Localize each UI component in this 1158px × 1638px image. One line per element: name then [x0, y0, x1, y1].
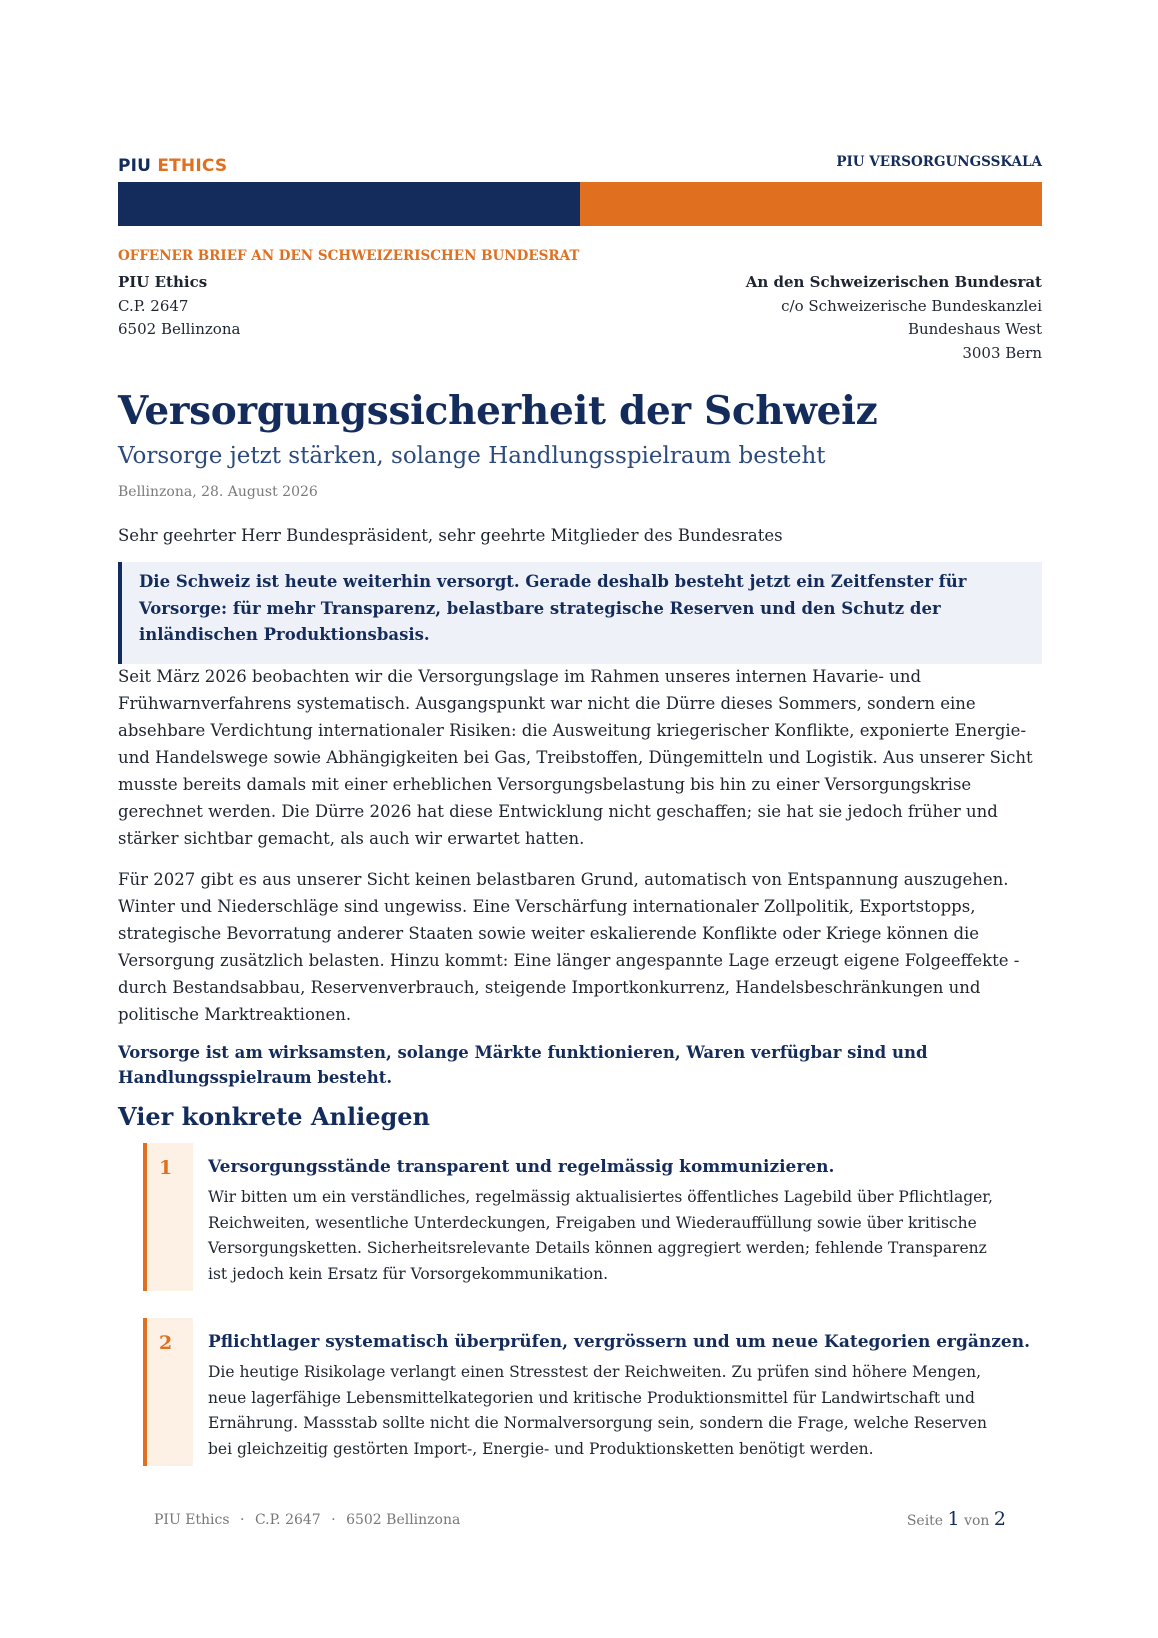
footer-separator: ·: [240, 1512, 245, 1528]
recipient-line: c/o Schweizerische Bundeskanzlei: [781, 296, 1042, 315]
page-current: 1: [947, 1508, 960, 1530]
request-item-2: [143, 1318, 1031, 1466]
sender-line: C.P. 2647: [118, 296, 189, 315]
emphasis-statement: Vorsorge ist am wirksamsten, solange Märkte funktionieren, Waren verfügbar sind und Handlungsspielraum besteht.: [118, 1043, 928, 1087]
letter-kicker: OFFENER BRIEF AN DEN SCHWEIZERISCHEN BUNDESRAT: [118, 248, 580, 264]
item-heading: Pflichtlager systematisch überprüfen, vergrössern und um neue Kategorien ergänzen.: [208, 1332, 1031, 1352]
footer-city: 6502 Bellinzona: [346, 1512, 461, 1528]
band-orange: [580, 182, 1042, 226]
header-color-band: [118, 182, 1042, 226]
item-number: 1: [159, 1157, 173, 1179]
page-title: Versorgungssicherheit der Schweiz: [118, 388, 878, 434]
page-of: von: [964, 1513, 990, 1529]
page-header: [118, 152, 1042, 176]
body-paragraph-1: Seit März 2026 beobachten wir die Versorgungslage im Rahmen unseres internen Havarie- und Frühwarnverfahrens systematisch. Ausgangspunkt war nicht die Dürre dieses Sommers, sondern eine absehbare Verdichtung internationaler Risiken: die Ausweitung kriegerischer Konflikte, exponierte Energie- und Handelswege sowie Abhängigkeiten bei Gas, Treibstoffen, Düngemitteln und Logistik. Aus unserer Sicht musste bereits damals mit einer erheblichen Versorgungsbelastung bis hin zu einer Versorgungskrise gerechnet werden. Die Dürre 2026 hat diese Entwicklung nicht geschaffen; sie hat sie jedoch früher und stärker sichtbar gemacht, als auch wir erwartet hatten.: [118, 667, 1033, 848]
footer-separator: ·: [331, 1512, 336, 1528]
brand-part-ethics: ETHICS: [157, 156, 228, 176]
page-total: 2: [993, 1508, 1006, 1530]
item-body: Wir bitten um ein verständliches, regelmässig aktualisiertes öffentliches Lagebild über Pflichtlager, Reichweiten, wesentliche Unterdeckungen, Freigaben und Wiederauffüllung sowie über kritische Versorgungsketten. Sicherheitsrelevante Details können aggregiert werden; fehlende Transparenz ist jedoch kein Ersatz für Vorsorgekommunikation.: [208, 1188, 993, 1283]
sender-address: [118, 271, 240, 342]
brand-logo: [118, 156, 227, 176]
footer-org: PIU Ethics: [154, 1512, 230, 1528]
page-word: Seite: [906, 1513, 944, 1529]
scale-label: PIU VERSORGUNGSSKALA: [836, 154, 1042, 170]
body-paragraph-2: Für 2027 gibt es aus unserer Sicht keinen belastbaren Grund, automatisch von Entspannung auszugehen. Winter und Niederschläge sind ungewiss. Eine Verschärfung internationaler Zollpolitik, Exportstopps, strategische Bevorratung anderer Staaten sowie weiter eskalierende Konflikte oder Kriege können die Versorgung zusätzlich belasten. Hinzu kommt: Eine länger angespannte Lage erzeugt eigene Folgeeffekte - durch Bestandsabbau, Reservenverbrauch, steigende Importkonkurrenz, Handelsbeschränkungen und politische Marktreaktionen.: [118, 870, 1020, 1024]
letter-date: Bellinzona, 28. August 2026: [118, 484, 318, 500]
recipient-address: [746, 271, 1042, 365]
recipient-name: An den Schweizerischen Bundesrat: [745, 273, 1042, 291]
sender-name: PIU Ethics: [118, 273, 208, 291]
band-navy: [118, 182, 580, 226]
page-subtitle: Vorsorge jetzt stärken, solange Handlungsspielraum besteht: [118, 443, 826, 469]
item-number: 2: [159, 1332, 173, 1354]
recipient-line: 3003 Bern: [962, 343, 1042, 362]
recipient-line: Bundeshaus West: [907, 320, 1042, 338]
footer-address: [154, 1512, 460, 1528]
request-item-1: [143, 1143, 1013, 1291]
page-number: [907, 1508, 1006, 1530]
item-heading: Versorgungsstände transparent und regelmässig kommunizieren.: [208, 1157, 835, 1177]
footer-po: C.P. 2647: [254, 1512, 321, 1528]
callout-text: Die Schweiz ist heute weiterhin versorgt. Gerade deshalb besteht jetzt ein Zeitfenster für Vorsorge: für mehr Transparenz, belastbare strategische Reserven und den Schutz der inländischen Produktionsbasis.: [139, 572, 967, 644]
key-message-callout: [118, 562, 1042, 664]
salutation: Sehr geehrter Herr Bundespräsident, sehr geehrte Mitglieder des Bundesrates: [118, 526, 783, 545]
sender-line: 6502 Bellinzona: [118, 320, 241, 338]
section-heading: Vier konkrete Anliegen: [118, 1102, 430, 1131]
brand-part-piu: PIU: [118, 156, 152, 176]
item-body: Die heutige Risikolage verlangt einen Stresstest der Reichweiten. Zu prüfen sind höhere Mengen, neue lagerfähige Lebensmittelkategorien und kritische Produktionsmittel für Landwirtschaft und Ernährung. Massstab sollte nicht die Normalversorgung sein, sondern die Frage, welche Reserven bei gleichzeitig gestörten Import-, Energie- und Produktionsketten benötigt werden.: [208, 1363, 988, 1458]
